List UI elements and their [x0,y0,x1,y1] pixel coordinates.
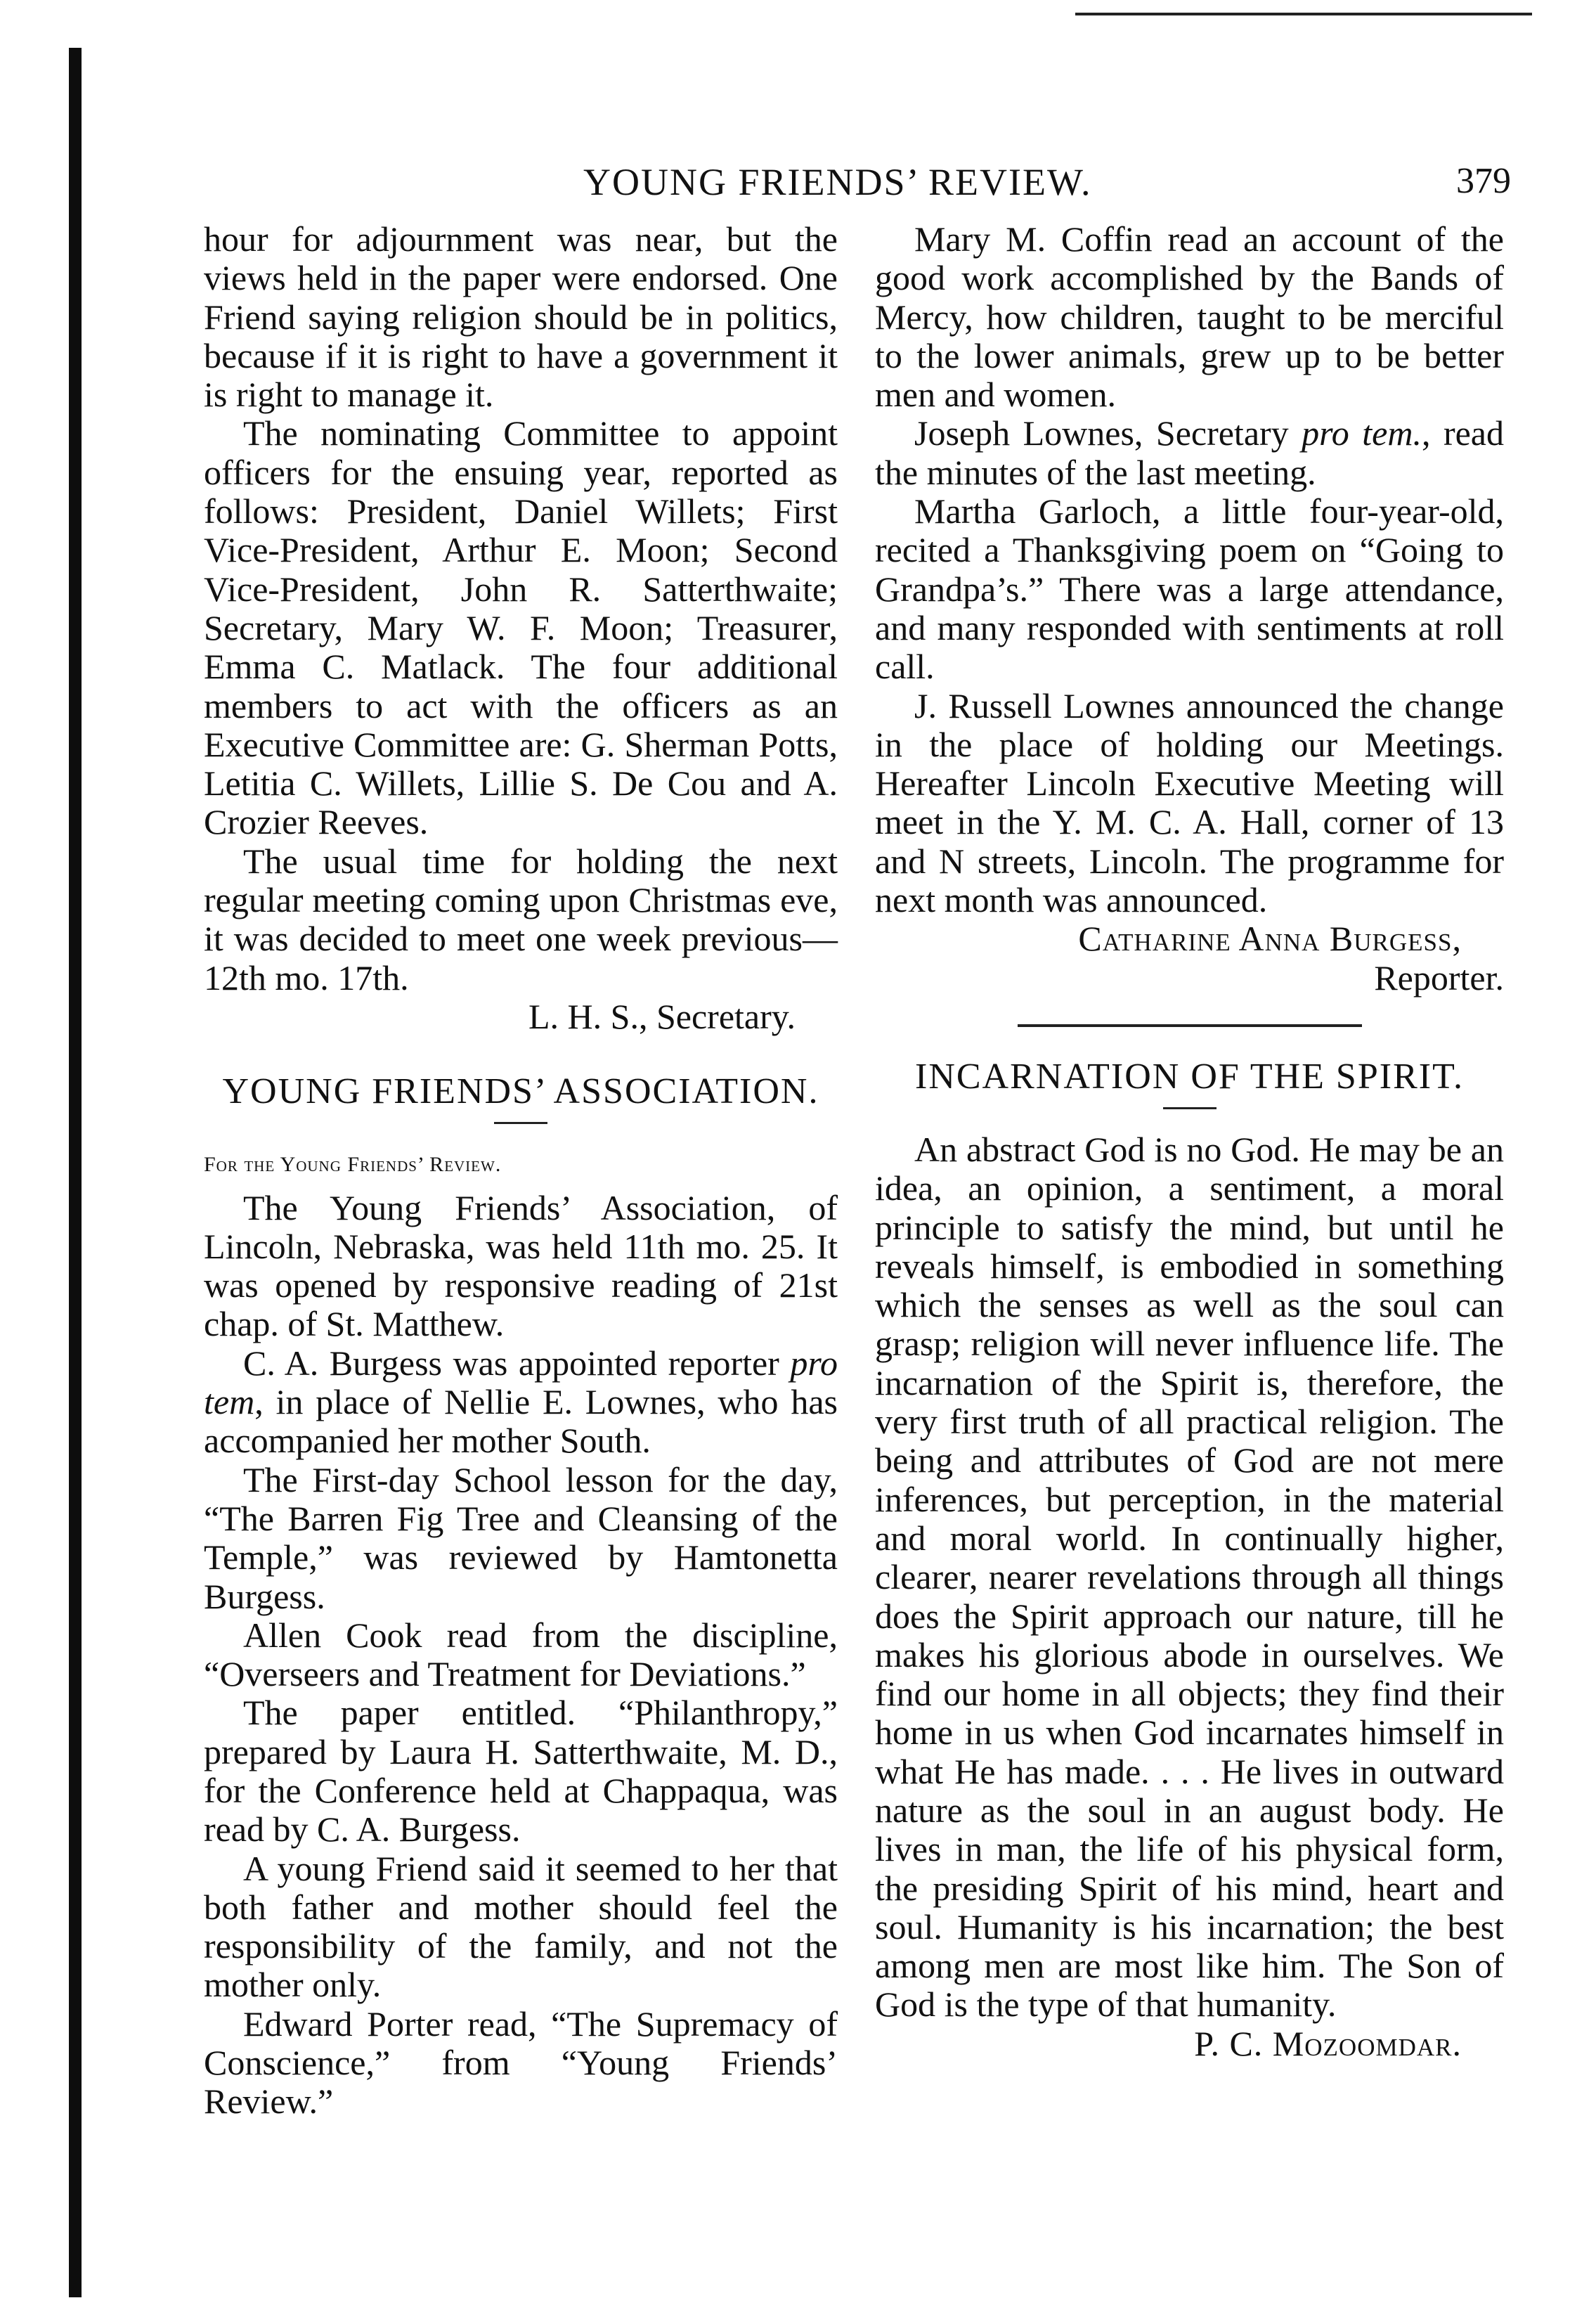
text-run: , in place of Nellie E. Lownes, who has accompanied her mother South. [204,1382,838,1461]
article-heading: YOUNG FRIENDS’ ASSOCIATION. [222,1071,819,1112]
article-heading: INCARNATION OF THE SPIRIT. [915,1056,1464,1097]
top-rule [1075,13,1532,15]
heading-rule [494,1122,547,1124]
italic-text: pro tem [204,1343,838,1422]
reporter-name: Catharine Anna Burgess, [1078,919,1462,959]
section-rule [1018,1024,1362,1027]
page-number: 379 [1456,161,1511,201]
right-column [875,220,1504,2063]
heading-rule [1163,1107,1217,1109]
paragraph: J. Russell Lownes announced the change in the place of holding our Meetings. Hereafter Lincoln Executive Meeting will meet in the Y. M. C. A. Hall, corner of 13 and N streets, Lincoln. The programme for next month was announced. [875,685,1504,920]
paragraph: The paper entitled. “Philanthropy,” prepared by Laura H. Satterthwaite, M. D., for the Conference held at Chappaqua, was read by C. A. Burgess. [204,1693,838,1850]
text-run: Joseph Lownes, Secretary [914,413,1289,453]
paragraph: Mary M. Coffin read an account of the good work accomplished by the Bands of Mercy, how children, taught to be merciful to the lower animals, grew up to be better men and women. [875,219,1504,415]
source-note: For the Young Friends’ Review. [204,1153,502,1177]
paragraph: The usual time for holding the next regular meeting coming upon Christmas eve, it was decided to meet one week previous—12th mo. 17th. [204,841,838,998]
paragraph: The First-day School lesson for the day, “The Barren Fig Tree and Cleansing of the Temple,” was reviewed by Hamtonetta Burgess. [204,1459,838,1616]
paragraph [204,1344,838,1461]
left-column [204,220,838,2122]
paragraph: The nominating Committee to appoint officers for the ensuing year, reported as follows: President, Daniel Willets; First Vice-President, Arthur E. Moon; Second Vice-President, John R. Satterthwaite; Secretary, Mary W. F. Moon; Treasurer, Emma C. Matlack. The four additional members to act with the officers as an Executive Committee are: G. Sherman Potts, Letitia C. Willets, Lillie S. De Cou and A. Crozier Reeves. [204,413,838,842]
author-signature: P. C. Mozoomdar. [1194,2023,1462,2063]
page-header [126,160,1511,209]
paragraph: hour for adjournment was near, but the views held in the paper were endorsed. One Friend saying religion should be in politics, because if it is right to have a government it is right to manage it. [204,219,838,415]
scan-edge-bar [69,48,82,2297]
italic-text: pro tem. [1302,413,1422,453]
paragraph: An abstract God is no God. He may be an idea, an opinion, a sentiment, a moral principle to satisfy the mind, but until he reveals himself, is embodied in something which the senses as well as the soul can grasp; religion will never influence life. The incarnation of the Spirit is, therefore, the very first truth of all practical religion. The being and attributes of God are not mere inferences, but perception, in the material and moral world. In continually higher, clearer, nearer revelations through all things does the Spirit approach our nature, till he makes his glorious abode in ourselves. We find our home in all objects; they find their home in us when God incarnates himself in what He has made. . . . He lives in outward nature as the soul in an august body. He lives in man, the life of his physical form, the presiding Spirit of his mind, heart and soul. Humanity is his incarnation; the best among men are most like him. The Son of God is the type of that humanity. [875,1129,1504,2025]
paragraph: A young Friend said it seemed to her that both father and mother should feel the responsibility of the family, and not the mother only. [204,1848,838,2005]
paragraph: Martha Garloch, a little four-year-old, recited a Thanksgiving poem on “Going to Grandpa’s.” There was a large attendance, and many responded with sentiments at roll call. [875,491,1504,687]
paragraph: Allen Cook read from the discipline, “Overseers and Treatment for Deviations.” [204,1615,838,1694]
paragraph [875,414,1504,492]
running-title: YOUNG FRIENDS’ REVIEW. [583,161,1092,203]
paragraph: Edward Porter read, “The Supremacy of Conscience,” from “Young Friends’ Review.” [204,2003,838,2122]
text-run: , read the minutes of the last meeting. [875,413,1504,492]
paragraph: The Young Friends’ Association, of Lincoln, Nebraska, was held 11th mo. 25. It was opened by responsive reading of 21st chap. of St. Matthew. [204,1187,838,1344]
secretary-signature: L. H. S., Secretary. [528,996,796,1036]
text-run: C. A. Burgess was appointed reporter [243,1343,779,1383]
reporter-role: Reporter. [1374,957,1504,998]
